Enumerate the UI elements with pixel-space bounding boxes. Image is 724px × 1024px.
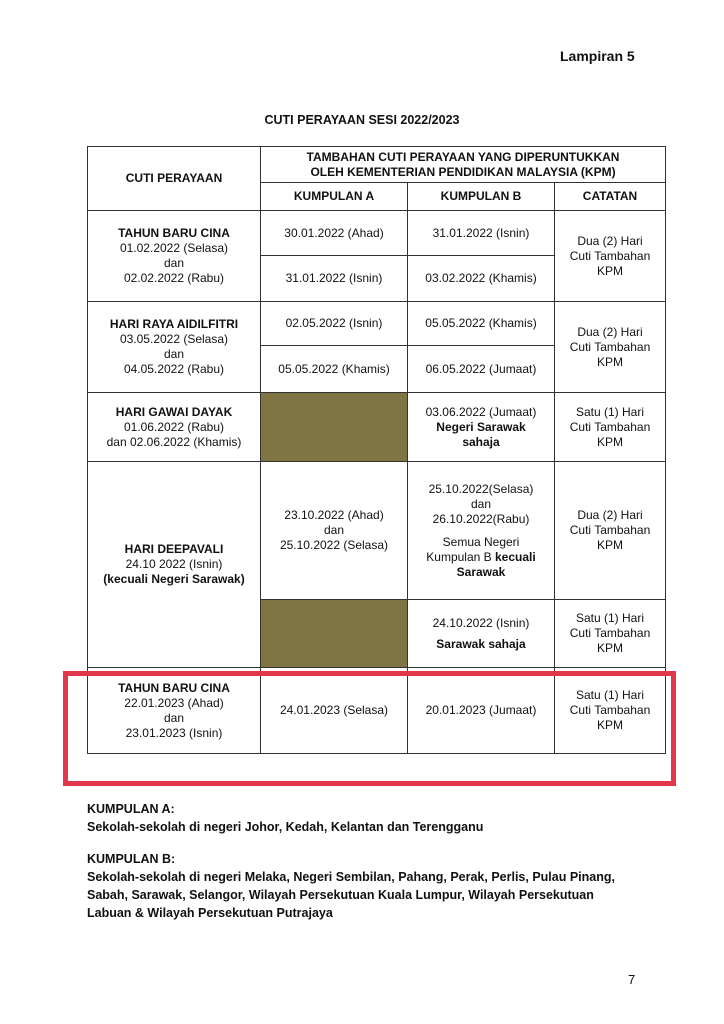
header-catatan: CATATAN (555, 183, 666, 211)
holiday-raya-aidilfitri: HARI RAYA AIDILFITRI 03.05.2022 (Selasa) dan 04.05.2022 (Rabu) (88, 302, 261, 393)
kumpulan-b-text-3: Labuan & Wilayah Persekutuan Putrajaya (87, 906, 333, 920)
deepavali-sarawak-kumpulan-b: 24.10.2022 (Isnin) Sarawak sahaja (408, 600, 555, 668)
raya-catatan: Dua (2) Hari Cuti Tambahan KPM (555, 302, 666, 393)
header-cuti-perayaan: CUTI PERAYAAN (88, 147, 261, 211)
gawai-kumpulan-b: 03.06.2022 (Jumaat) Negeri Sarawak sahaja (408, 393, 555, 462)
deepavali-sarawak-catatan: Satu (1) Hari Cuti Tambahan KPM (555, 600, 666, 668)
cny2023-kumpulan-b: 20.01.2023 (Jumaat) (408, 668, 555, 754)
header-kumpulan-b: KUMPULAN B (408, 183, 555, 211)
kumpulan-a-title: KUMPULAN A: (87, 802, 175, 816)
kumpulan-b-title: KUMPULAN B: (87, 852, 176, 866)
header-tambahan: TAMBAHAN CUTI PERAYAAN YANG DIPERUNTUKKAN OLEH KEMENTERIAN PENDIDIKAN MALAYSIA (KPM) (261, 147, 666, 183)
cny2022-kumpulan-b-1: 31.01.2022 (Isnin) (408, 211, 555, 256)
holiday-cny-2022: TAHUN BARU CINA 01.02.2022 (Selasa) dan 02.02.2022 (Rabu) (88, 211, 261, 302)
raya-kumpulan-a-2: 05.05.2022 (Khamis) (261, 346, 408, 393)
cny2022-kumpulan-a-1: 30.01.2022 (Ahad) (261, 211, 408, 256)
deepavali-catatan: Dua (2) Hari Cuti Tambahan KPM (555, 462, 666, 600)
kumpulan-a-text: Sekolah-sekolah di negeri Johor, Kedah, Kelantan dan Terengganu (87, 820, 484, 834)
document-title: CUTI PERAYAAN SESI 2022/2023 (264, 113, 460, 127)
holiday-table (87, 146, 666, 754)
deepavali-kumpulan-b: 25.10.2022(Selasa) dan 26.10.2022(Rabu) Semua Negeri Kumpulan B kecuali Sarawak (408, 462, 555, 600)
cny2022-kumpulan-b-2: 03.02.2022 (Khamis) (408, 256, 555, 302)
cny2022-kumpulan-a-2: 31.01.2022 (Isnin) (261, 256, 408, 302)
cny2023-catatan: Satu (1) Hari Cuti Tambahan KPM (555, 668, 666, 754)
deepavali-kumpulan-a: 23.10.2022 (Ahad) dan 25.10.2022 (Selasa) (261, 462, 408, 600)
header-kumpulan-a: KUMPULAN A (261, 183, 408, 211)
notes-section (87, 800, 667, 922)
holiday-gawai-dayak: HARI GAWAI DAYAK 01.06.2022 (Rabu) dan 02.06.2022 (Khamis) (88, 393, 261, 462)
highlight-box (63, 671, 676, 786)
raya-kumpulan-b-2: 06.05.2022 (Jumaat) (408, 346, 555, 393)
page-number: 7 (628, 972, 636, 987)
kumpulan-b-text-1: Sekolah-sekolah di negeri Melaka, Negeri Sembilan, Pahang, Perak, Perlis, Pulau Pinang, (87, 870, 615, 884)
gawai-kumpulan-a-shaded (261, 393, 408, 462)
deepavali-sarawak-kumpulan-a-shaded (261, 600, 408, 668)
kumpulan-b-text-2: Sabah, Sarawak, Selangor, Wilayah Persekutuan Kuala Lumpur, Wilayah Persekutuan (87, 888, 594, 902)
raya-kumpulan-a-1: 02.05.2022 (Isnin) (261, 302, 408, 346)
raya-kumpulan-b-1: 05.05.2022 (Khamis) (408, 302, 555, 346)
cny2023-kumpulan-a: 24.01.2023 (Selasa) (261, 668, 408, 754)
holiday-deepavali: HARI DEEPAVALI 24.10 2022 (Isnin) (kecuali Negeri Sarawak) (88, 462, 261, 668)
lampiran-label: Lampiran 5 (560, 48, 635, 64)
cny2022-catatan: Dua (2) Hari Cuti Tambahan KPM (555, 211, 666, 302)
holiday-cny-2023: TAHUN BARU CINA 22.01.2023 (Ahad) dan 23.01.2023 (Isnin) (88, 668, 261, 754)
gawai-catatan: Satu (1) Hari Cuti Tambahan KPM (555, 393, 666, 462)
